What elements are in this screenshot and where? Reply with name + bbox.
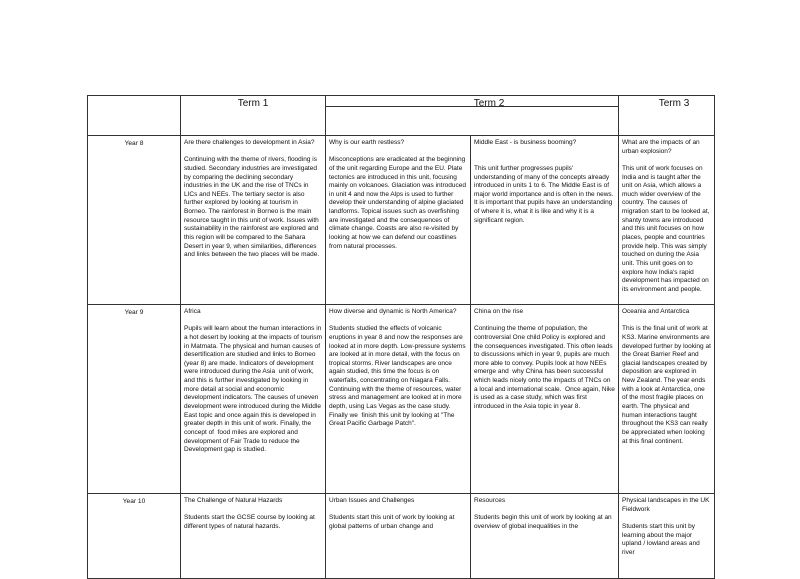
unit-cell: Why is our earth restless? Misconceptions are eradicated at the beginning of the unit regarding Europe and the EU. Plate tectonics are introduced in this unit, focusing mainly on volcanoes. Glaciation was introduced in unit 4 and now the Alps is used to further develop their understanding of alpine glaciated landforms. Topical issues such as overfishing are investigated and the consequences of climate change. Coasts are also re-visited by looking at how we can defend our coastlines from natural processes. xyxy=(326,136,471,305)
header-row xyxy=(88,96,715,136)
term-2-header-cell xyxy=(326,96,619,136)
unit-cell: Urban Issues and Challenges Students start this unit of work by looking at global patterns of urban change and xyxy=(326,494,471,579)
year-label: Year 9 xyxy=(88,305,181,494)
term-1-header: Term 1 xyxy=(181,96,326,136)
year-label: Year 10 xyxy=(88,494,181,579)
unit-cell: The Challenge of Natural Hazards Students start the GCSE course by looking at different types of natural hazards. xyxy=(181,494,326,579)
unit-cell: What are the impacts of an urban explosion? This unit of work focuses on India and is taught after the unit on Asia, which allows a much wider overview of the country. The causes of migration start to be looked at, shanty towns are introduced and this unit focuses on how places, people and countries provide help. This was simply touched on during the Asia unit. This unit goes on to explore how India's rapid development has impacted on its environment and people. xyxy=(619,136,715,305)
unit-cell: Middle East - is business booming? This unit further progresses pupils' understanding of many of the concepts already introduced in units 1 to 6. The Middle East is of major world importance and is often in the news. It is important that pupils have an understanding of where it is, what it is like and why it is a significant region. xyxy=(471,136,619,305)
header-blank-cell xyxy=(88,96,181,136)
term-2-header: Term 2 xyxy=(473,98,505,109)
table-row xyxy=(88,136,715,305)
unit-cell: How diverse and dynamic is North America? Students studied the effects of volcanic eruptions in year 8 and now the responses are looked at in more depth. Low-pressure systems are looked at in more detail, with the focus on tropical storms. River landscapes are once again studied, this time the focus is on waterfalls, concentrating on Niagara Falls. Continuing with the theme of resources, water stress and management are looked at in more depth, using Las Vegas as the case study. Finally we finish this unit by looking at "The Great Pacific Garbage Patch". xyxy=(326,305,471,494)
unit-cell: China on the rise Continuing the theme of population, the controversial One child Policy is explored and the consequences investigated. This often leads to discussions which in year 9, pupils are much more able to convey. Pupils look at how NEEs emerge and why China has been successful which leads nicely onto the impacts of TNCs on a local and international scale. Once again, Nike is used as a case study, which was first introduced in the Asia topic in year 8. xyxy=(471,305,619,494)
term-3-header-label: Term 3 xyxy=(658,98,690,109)
table-row xyxy=(88,305,715,494)
unit-cell: Africa Pupils will learn about the human interactions in a hot desert by looking at the impacts of tourism in Matmata. The physical and human causes of desertification are studied and links to Borneo (year 8) are made. Indicators of development were introduced during the Asia unit of work, and this is further investigated by looking in more detail at social and economic development indicators. The causes of uneven development were introduced during the Middle East topic and once again this is developed in greater depth in this unit of work. Finally, the concept of food miles are explored and development of Fair Trade to reduce the Development gap is studied. xyxy=(181,305,326,494)
unit-cell: Are there challenges to development in Asia? Continuing with the theme of rivers, flooding is studied. Secondary industries are investigated by comparing the declining secondary industries in the UK and the rise of TNCs in LICs and NEEs. The tertiary sector is also further explored by looking at tourism in Borneo. The rainforest in Borneo is the main resource taught in this unit of work. Issues with sustainability in the rainforest are explored and this region will be compared to the Sahara Desert in year 9, when similarities, differences and links between the two places will be made. xyxy=(181,136,326,305)
unit-cell: Resources Students begin this unit of work by looking at an overview of global inequalities in the xyxy=(471,494,619,579)
unit-cell: Oceania and Antarctica This is the final unit of work at KS3. Marine environments are developed further by looking at the Great Barrier Reef and glacial landscapes created by deposition are explored in New Zealand. The year ends with a look at Antarctica, one of the most fragile places on earth. The physical and human interactions taught throughout the KS3 can really be appreciated when looking at this final continent. xyxy=(619,305,715,494)
year-label: Year 8 xyxy=(88,136,181,305)
term-3-header xyxy=(619,96,715,136)
curriculum-table xyxy=(87,95,715,579)
header-divider xyxy=(326,106,618,107)
unit-cell: Physical landscapes in the UK Fieldwork Students start this unit by learning about the major upland / lowland areas and river xyxy=(619,494,715,579)
